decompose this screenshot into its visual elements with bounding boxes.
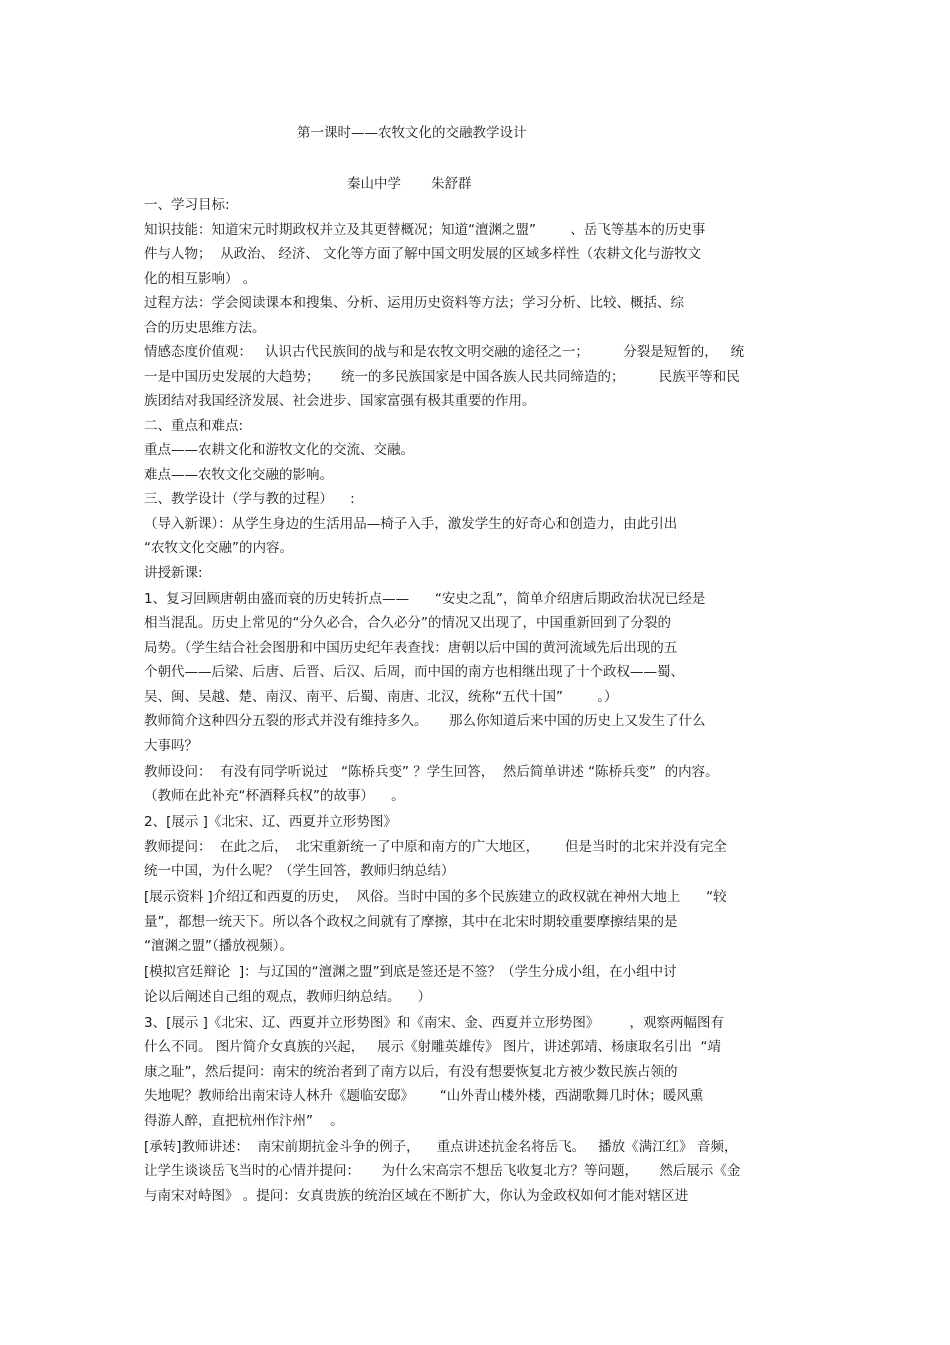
document-body	[144, 193, 809, 1208]
text-line: 2、[展示 ]《北宋、辽、西夏并立形势图》	[144, 814, 397, 830]
text-line: 统一中国，为什么呢？（学生回答，教师归纳总结）	[144, 863, 455, 879]
text-line: 族团结对我国经济发展、社会进步、国家富强有极其重要的作用。	[144, 393, 536, 409]
text-line: 重点——农耕文化和游牧文化的交流、交融。	[144, 442, 414, 458]
text-line: 化的相互影响） 。	[144, 270, 257, 287]
text-line: 得游人醉，直把杭州作汴州” 。	[144, 1112, 344, 1129]
text-line: 吴、闽、吴越、楚、南汉、南平、后蜀、南唐、北汉，统称“五代十国” 。）	[144, 688, 618, 705]
text-line: [承转]教师讲述： 南宋前期抗金斗争的例子， 重点讲述抗金名将岳飞。 播放《满江红》 音频，	[144, 1138, 738, 1155]
text-line: 康之耻”，然后提问：南宋的统治者到了南方以后，有没有想要恢复北方被少数民族占领的	[144, 1063, 678, 1080]
text-line: 情感态度价值观： 认识古代民族间的战与和是农牧文明交融的途径之一； 分裂是短暂的， 统	[144, 344, 745, 360]
school-name: 秦山中学	[347, 176, 401, 192]
text-line: 大事吗？	[144, 737, 198, 754]
text-line: 二、重点和难点:	[144, 417, 244, 434]
text-line: 教师简介这种四分五裂的形式并没有维持多久。 那么你知道后来中国的历史上又发生了什么	[144, 713, 706, 729]
text-line: “澶渊之盟”（播放视频）。	[144, 938, 293, 954]
text-line: 一、学习目标:	[144, 197, 230, 213]
text-line: [模拟宫廷辩论 ]：与辽国的“澶渊之盟”到底是签还是不签？（学生分成小组，在小组中讨	[144, 964, 677, 980]
text-line: 三、教学设计（学与教的过程） :	[144, 491, 355, 507]
text-line: 教师设问： 有没有同学听说过 “陈桥兵变” ？学生回答， 然后简单讲述 “陈桥兵变” 的内容。	[144, 763, 719, 780]
text-line: 1、复习回顾唐朝由盛而衰的历史转折点—— “安史之乱”，简单介绍唐后期政治状况已经是	[144, 590, 706, 607]
text-line: 件与人物； 从政治、 经济、 文化等方面了解中国文明发展的区域多样性（农耕文化与游牧文	[144, 246, 702, 262]
text-line: [展示资料 ]介绍辽和西夏的历史， 风俗。当时中国的多个民族建立的政权就在神州大地上 “较	[144, 889, 727, 905]
text-line: （教师在此补充“杯酒释兵权”的故事） 。	[144, 788, 405, 804]
text-line: 什么不同。 图片简介女真族的兴起， 展示《射雕英雄传》 图片，讲述郭靖、杨康取名引出 “靖	[144, 1039, 722, 1055]
author-line	[347, 172, 472, 192]
text-line: 论以后阐述自己组的观点，教师归纳总结。 ）	[144, 988, 432, 1005]
text-line: 局势。（学生结合社会图册和中国历史纪年表查找：唐朝以后中国的黄河流域先后出现的五	[144, 639, 678, 656]
document-title: 第一课时——农牧文化的交融教学设计	[297, 125, 527, 141]
text-line: （导入新课）：从学生身边的生活用品—椅子入手，激发学生的好奇心和创造力，由此引出	[144, 515, 678, 532]
text-line: 过程方法：学会阅读课本和搜集、分析、运用历史资料等方法；学习分析、比较、概括、综	[144, 295, 684, 311]
text-line: 让学生谈谈岳飞当时的心情并提问： 为什么宋高宗不想岳飞收复北方？等问题， 然后展示《金	[144, 1163, 741, 1179]
text-line: 难点——农牧文化交融的影响。	[144, 466, 333, 483]
text-line: 讲授新课:	[144, 564, 203, 581]
text-line: 教师提问： 在此之后， 北宋重新统一了中原和南方的广大地区， 但是当时的北宋并没有完全	[144, 838, 727, 855]
text-line: 知识技能：知道宋元时期政权并立及其更替概况；知道“澶渊之盟” 、岳飞等基本的历史事	[144, 221, 706, 238]
author-name: 朱舒群	[431, 176, 472, 192]
text-line: 个朝代——后梁、后唐、后晋、后汉、后周，而中国的南方也相继出现了十个政权——蜀、	[144, 664, 684, 680]
text-line: 合的历史思维方法。	[144, 319, 266, 336]
text-line: 量”，都想一统天下。所以各个政权之间就有了摩擦，其中在北宋时期较重要摩擦结果的是	[144, 913, 678, 930]
text-line: 失地呢？教师给出南宋诗人林升《题临安邸》 “山外青山楼外楼，西湖歌舞几时休；暖风熏	[144, 1088, 704, 1104]
text-line: 3、[展示 ]《北宋、辽、西夏并立形势图》和《南宋、金、西夏并立形势图》 ，观察两幅图有	[144, 1014, 724, 1031]
text-line: 相当混乱。历史上常见的“分久必合，合久必分”的情况又出现了，中国重新回到了分裂的	[144, 615, 671, 631]
text-line: 与南宋对峙图》 。提问：女真贵族的统治区域在不断扩大，你认为金政权如何才能对辖区进	[144, 1187, 689, 1204]
text-line: “农牧文化交融”的内容。	[144, 540, 293, 556]
text-line: 一是中国历史发展的大趋势； 统一的多民族国家是中国各族人民共同缔造的； 民族平等和民	[144, 368, 740, 385]
